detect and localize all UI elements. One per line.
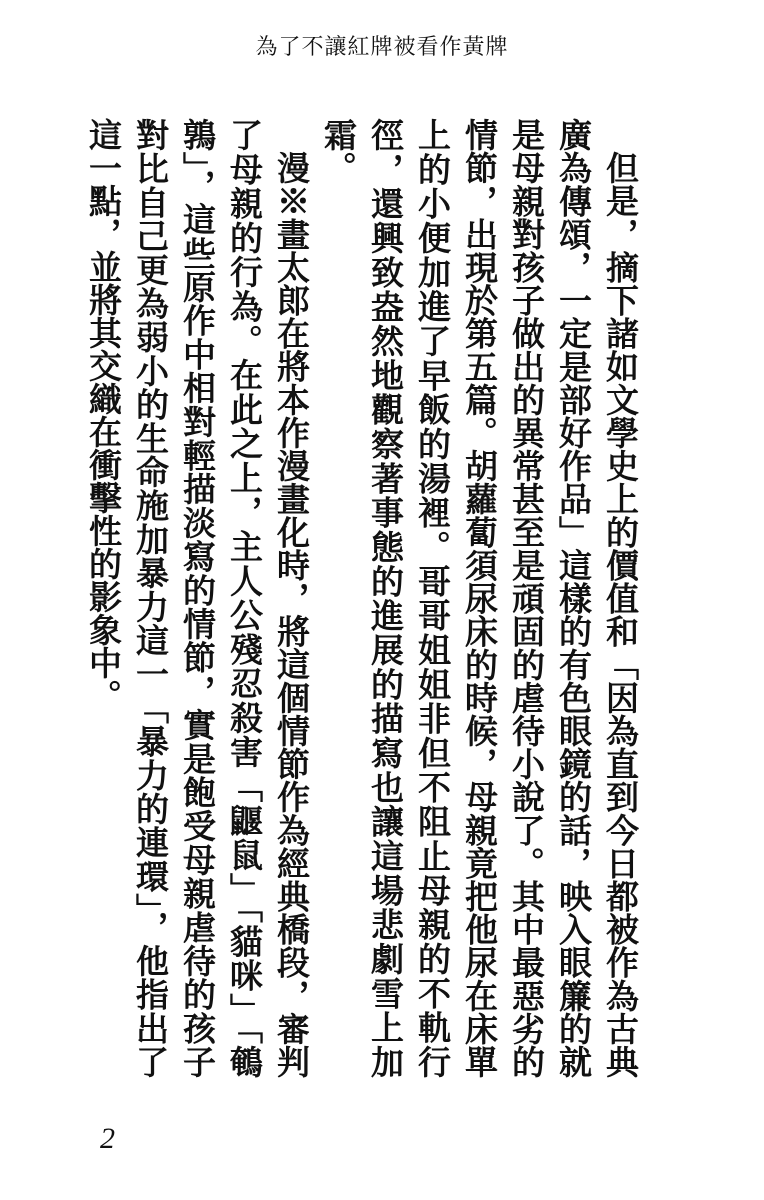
paragraph-1: 但是，摘下諸如文學史上的價值和「因為直到今日都被作為古典廣為傳頌，一定是部好作品」這樣的有色眼鏡的話，映入眼簾的就是母親對孩子做出的異常甚至是頑固的虐待小說了。其中最惡劣的情節，出現於第五篇。胡蘿蔔須尿床的時候，母親竟把他尿在床單上的小便加進了早飯的湯裡。哥哥姐姐非但不阻止母親的不軌行徑，還興致盎然地觀察著事態的進展的描寫也讓這場悲劇雪上加霜。 xyxy=(319,118,640,1078)
vertical-text-body xyxy=(84,118,644,1078)
paragraph-2: 漫※畫太郎在將本作漫畫化時，將這個情節作為經典橋段，審判了母親的行為。在此之上，主人公殘忍殺害「鼴鼠」「貓咪」「鵪鶉」，這些原作中相對輕描淡寫的情節，實是飽受母親虐待的孩子對比自己更為弱小的生命施加暴力這一「暴力的連環」，他指出了這一點，並將其交織在衝擊性的影象中。 xyxy=(84,118,311,1078)
page-number: 2 xyxy=(100,1122,115,1155)
running-title: 為了不讓紅牌被看作黃牌 xyxy=(255,35,509,60)
